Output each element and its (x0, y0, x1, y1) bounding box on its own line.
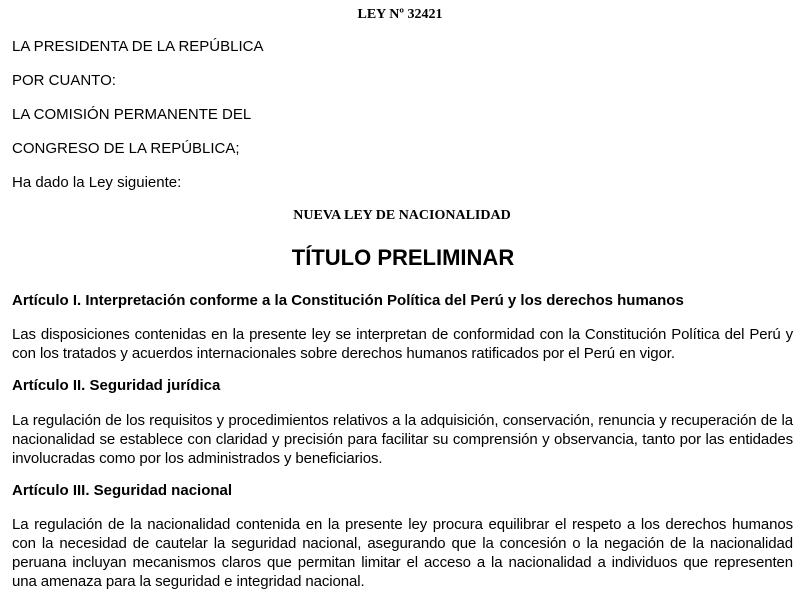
law-number: LEY Nº 32421 (357, 7, 443, 22)
article-2-body: La regulación de los requisitos y procedimientos relativos a la adquisición, conservación, renuncia y recuperación de la nacionalidad se establece con claridad y precisión para facilitar su comprensión y observancia, tanto por las entidades involucradas como por los administrados y beneficiarios. (12, 412, 793, 467)
preamble-line-por-cuanto: POR CUANTO: (12, 72, 116, 89)
article-3-heading: Artículo III. Seguridad nacional (12, 482, 233, 499)
article-1-heading: Artículo I. Interpretación conforme a la Constitución Política del Perú y los derechos humanos (12, 292, 684, 309)
preamble-line-congreso: CONGRESO DE LA REPÚBLICA; (12, 140, 240, 157)
law-subtitle: NUEVA LEY DE NACIONALIDAD (293, 208, 511, 223)
article-3-body: La regulación de la nacionalidad contenida en la presente ley procura equilibrar el respeto a los derechos humanos con la necesidad de cautelar la seguridad nacional, asegurando que la concesión o la negación de la nacionalidad peruana incluyan mecanismos claros que permitan limitar el acceso a la nacionalidad a individuos que representen una amenaza para la seguridad e integridad nacional. (12, 516, 793, 590)
preamble-line-comision: LA COMISIÓN PERMANENTE DEL (12, 106, 252, 123)
preamble-line-ha-dado: Ha dado la Ley siguiente: (12, 174, 182, 191)
preamble-line-president: LA PRESIDENTA DE LA REPÚBLICA (12, 38, 264, 55)
section-title: TÍTULO PRELIMINAR (291, 245, 515, 270)
article-2-heading: Artículo II. Seguridad jurídica (12, 377, 221, 394)
article-1-body: Las disposiciones contenidas en la presente ley se interpretan de conformidad con la Constitución Política del Perú y con los tratados y acuerdos internacionales sobre derechos humanos ratificados por el Perú en vigor. (12, 326, 793, 362)
